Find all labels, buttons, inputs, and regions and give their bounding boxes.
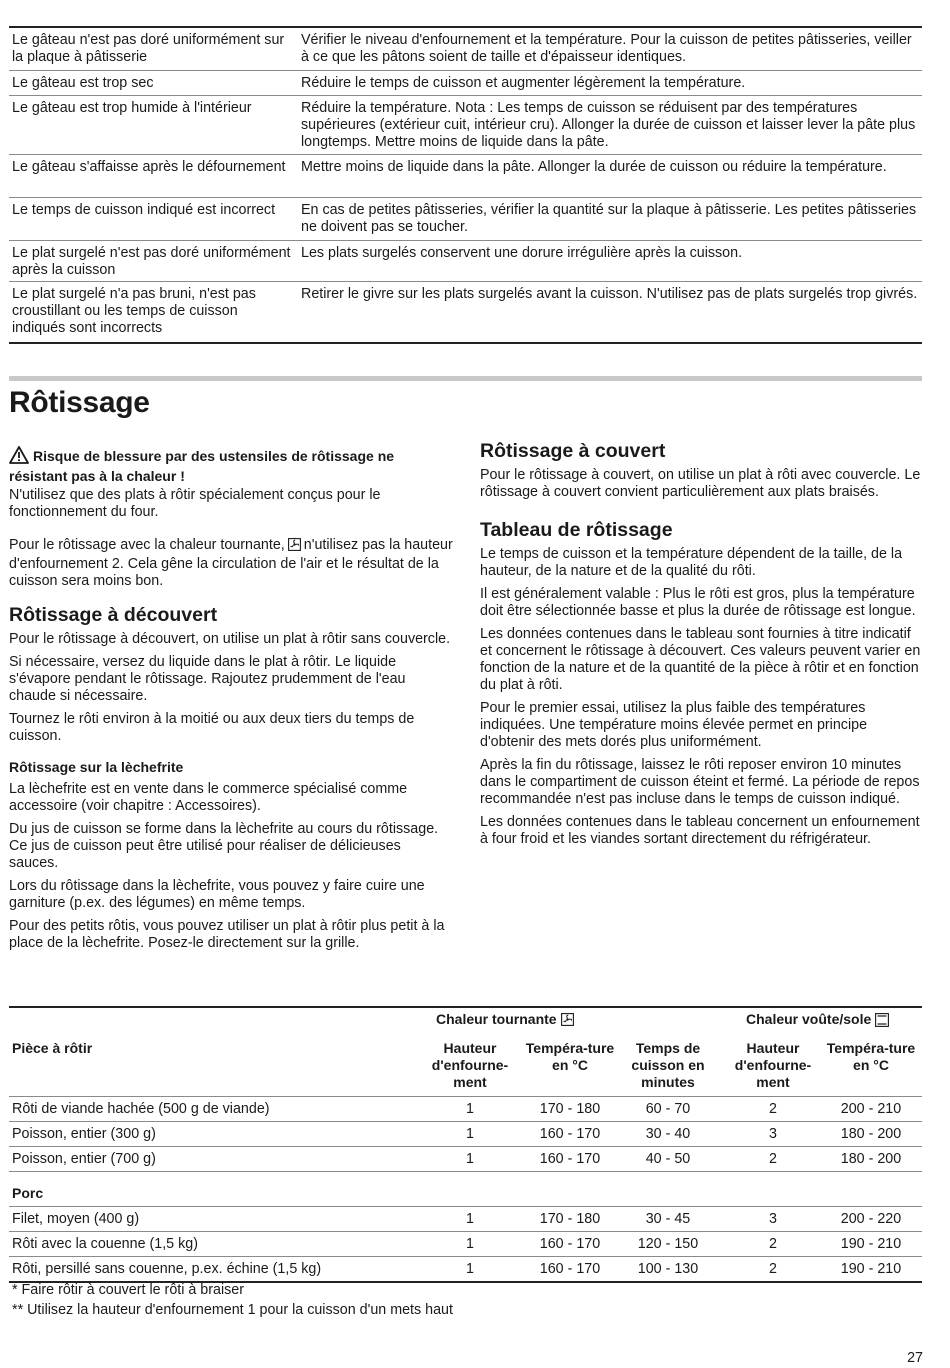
- cell-t2: 200 - 210: [840, 1101, 902, 1117]
- cell-piece: Rôti, persillé sans couenne, p.ex. échine (1,5 kg): [12, 1261, 322, 1277]
- footnote: * Faire rôtir à couvert le rôti à braiser: [12, 1282, 245, 1298]
- cell-h1: 1: [466, 1126, 474, 1142]
- warning-triangle-icon: [9, 446, 29, 468]
- convection-fan-icon: [288, 538, 301, 556]
- solution-cell: Mettre moins de liquide dans la pâte. Allonger la durée de cuisson ou réduire la température.: [301, 159, 887, 175]
- col-time: Temps de cuisson en minutes: [631, 1040, 705, 1090]
- solution-cell: Les plats surgelés conservent une dorure irrégulière après la cuisson.: [301, 245, 743, 261]
- drip-p2: Du jus de cuisson se forme dans la lèchefrite au cours du rôtissage. Ce jus de cuisson peut être utilisé pour réaliser de délicieuses sauces.: [9, 821, 439, 871]
- cell-t1: 160 - 170: [539, 1261, 601, 1277]
- cell-t1: 170 - 180: [539, 1211, 601, 1227]
- table-group-row: [9, 1172, 922, 1207]
- covered-p1: Pour le rôtissage à couvert, on utilise un plat à rôti avec couvercle. Le rôtissage à couvert convient particulièrement aux plats braisés.: [480, 467, 921, 500]
- roast-table-header: [9, 1032, 922, 1097]
- table-p4: Pour le premier essai, utilisez la plus faible des températures indiquées. Une température moins élevée permet en principe d'obtenir des mets dorés plus uniformément.: [480, 700, 868, 750]
- section-title: Rôtissage: [9, 386, 150, 419]
- cell-time: 100 - 130: [637, 1261, 699, 1277]
- uncovered-p2: Si nécessaire, versez du liquide dans le plat à rôtir. Le liquide s'évapore pendant le rôtissage. Rajoutez prudemment de l'eau chaude si nécessaire.: [9, 654, 406, 704]
- right-column: [480, 440, 922, 854]
- footnote: ** Utilisez la hauteur d'enfournement 1 pour la cuisson d'un mets haut: [12, 1302, 453, 1318]
- solution-cell: Vérifier le niveau d'enfournement et la température. Pour la cuisson de petites pâtisseries, veiller à ce que les pâtons soient de taille et d'épaisseur identiques.: [301, 32, 912, 65]
- table-row: [9, 1122, 922, 1147]
- problem-cell: Le gâteau s'affaisse après le défournement: [12, 159, 286, 175]
- table-p1: Le temps de cuisson et la température dépendent de la taille, de la hauteur, de la nature et de la qualité du rôti.: [480, 546, 903, 579]
- drip-p3: Lors du rôtissage dans la lèchefrite, vous pouvez y faire cuire une garniture (p.ex. des légumes) en même temps.: [9, 878, 425, 911]
- cell-t1: 160 - 170: [539, 1151, 601, 1167]
- drip-p1: La lèchefrite est en vente dans le commerce spécialisé comme accessoire (voir chapitre : Accessoires).: [9, 781, 408, 814]
- fan-paragraph: Pour le rôtissage avec la chaleur tournante, n'utilisez pas la hauteur d'enfournement 2. Cela gêne la circulation de l'air et le résultat de la cuisson sera moins bon.: [9, 537, 453, 589]
- solution-cell: En cas de petites pâtisseries, vérifier la quantité sur la plaque à pâtisserie. Les petites pâtisseries ne doivent pas se toucher.: [301, 202, 917, 235]
- table-p2: Il est généralement valable : Plus le rôti est gros, plus la température doit être sélectionnée basse et plus la durée de rôtissage est longue.: [480, 586, 916, 619]
- cell-h1: 1: [466, 1236, 474, 1252]
- drip-p4: Pour des petits rôtis, vous pouvez utiliser un plat à rôtir plus petit à la place de la lèchefrite. Posez-le directement sur la grille.: [9, 918, 445, 951]
- problem-cell: Le plat surgelé n'est pas doré uniformément après la cuisson: [12, 245, 291, 278]
- cell-t1: 170 - 180: [539, 1101, 601, 1117]
- cell-t2: 190 - 210: [840, 1236, 902, 1252]
- cell-h2: 2: [769, 1236, 777, 1252]
- trouble-row: [9, 71, 922, 96]
- cell-h2: 2: [769, 1101, 777, 1117]
- table-row: [9, 1232, 922, 1257]
- warning-heading: [9, 446, 454, 485]
- problem-cell: Le plat surgelé n'a pas bruni, n'est pas croustillant ou les temps de cuisson indiqués sont incorrects: [12, 286, 256, 336]
- table-row: [9, 1147, 922, 1172]
- col-temp-top-bottom: Tempéra-ture en °C: [826, 1040, 916, 1073]
- roast-table: [9, 1006, 922, 1283]
- col-height-convection: Hauteur d'enfourne-ment: [431, 1040, 509, 1090]
- solution-cell: Réduire le temps de cuisson et augmenter légèrement la température.: [301, 75, 746, 91]
- cell-h1: 1: [466, 1211, 474, 1227]
- covered-heading: Rôtissage à couvert: [480, 440, 666, 462]
- group-label: Porc: [12, 1185, 44, 1201]
- cell-piece: Rôti avec la couenne (1,5 kg): [12, 1236, 198, 1252]
- col-temp-convection: Tempéra-ture en °C: [525, 1040, 615, 1073]
- cell-t2: 190 - 210: [840, 1261, 902, 1277]
- table-p6: Les données contenues dans le tableau concernent un enfournement à four froid et les viandes sortant directement du réfrigérateur.: [480, 814, 920, 847]
- group-convection: Chaleur tournante: [436, 1011, 574, 1028]
- trouble-row: [9, 198, 922, 241]
- problem-cell: Le gâteau est trop humide à l'intérieur: [12, 100, 252, 116]
- cell-t1: 160 - 170: [539, 1236, 601, 1252]
- trouble-row: [9, 28, 922, 71]
- cell-h2: 2: [769, 1151, 777, 1167]
- cell-t2: 180 - 200: [840, 1151, 902, 1167]
- cell-time: 30 - 45: [645, 1211, 691, 1227]
- cell-piece: Filet, moyen (400 g): [12, 1211, 140, 1227]
- drip-heading: Rôtissage sur la lèchefrite: [9, 759, 184, 775]
- cell-piece: Poisson, entier (300 g): [12, 1126, 156, 1142]
- warning-text: N'utilisez que des plats à rôtir spécialement conçus pour le fonctionnement du four.: [9, 487, 381, 520]
- table-heading: Tableau de rôtissage: [480, 519, 673, 541]
- uncovered-p3: Tournez le rôti environ à la moitié ou aux deux tiers du temps de cuisson.: [9, 711, 415, 744]
- cell-t2: 180 - 200: [840, 1126, 902, 1142]
- table-row: [9, 1097, 922, 1122]
- solution-cell: Réduire la température. Nota : Les temps de cuisson se réduisent par des températures supérieures (extérieur cuit, intérieur cru). Allonger la durée de cuisson et laisser lever la pâte plus longtemps. Mettre moins de liquide dans la pâte.: [301, 100, 916, 150]
- cell-piece: Rôti de viande hachée (500 g de viande): [12, 1101, 270, 1117]
- cell-piece: Poisson, entier (700 g): [12, 1151, 156, 1167]
- col-piece: Pièce à rôtir: [12, 1040, 93, 1056]
- trouble-row: [9, 96, 922, 155]
- cell-time: 60 - 70: [645, 1101, 691, 1117]
- cell-h1: 1: [466, 1261, 474, 1277]
- warning-title: Risque de blessure par des ustensiles de rôtissage ne résistant pas à la chaleur !: [9, 448, 395, 484]
- cell-t2: 200 - 220: [840, 1211, 902, 1227]
- left-column: [9, 446, 454, 958]
- problem-cell: Le gâteau est trop sec: [12, 75, 154, 91]
- cell-h2: 3: [769, 1126, 777, 1142]
- trouble-row: [9, 241, 922, 282]
- problem-cell: Le temps de cuisson indiqué est incorrect: [12, 202, 276, 218]
- table-row: [9, 1207, 922, 1232]
- page-number: 27: [907, 1350, 923, 1366]
- troubleshooting-table: [9, 26, 922, 344]
- cell-time: 30 - 40: [645, 1126, 691, 1142]
- solution-cell: Retirer le givre sur les plats surgelés avant la cuisson. N'utilisez pas de plats surgelés trop givrés.: [301, 286, 918, 302]
- cell-t1: 160 - 170: [539, 1126, 601, 1142]
- table-p3: Les données contenues dans le tableau sont fournies à titre indicatif et concernent le rôtissage à découvert. Ces valeurs peuvent varier en fonction de la nature et de la quantité de la pièce à rôtir et en fonction du plat à rôti.: [480, 626, 921, 693]
- problem-cell: Le gâteau n'est pas doré uniformément sur la plaque à pâtisserie: [12, 32, 285, 65]
- cell-h2: 3: [769, 1211, 777, 1227]
- uncovered-p1: Pour le rôtissage à découvert, on utilise un plat à rôtir sans couvercle.: [9, 631, 451, 647]
- top-bottom-heat-icon: [875, 1013, 889, 1027]
- table-p5: Après la fin du rôtissage, laissez le rôti reposer environ 10 minutes dans le compartiment de cuisson éteint et fermé. La période de repos recommandée n'est pas incluse dans le temps de cuisson indiqué.: [480, 757, 920, 807]
- cell-time: 120 - 150: [637, 1236, 699, 1252]
- section-divider: [9, 376, 922, 381]
- table-row: [9, 1257, 922, 1283]
- uncovered-heading: Rôtissage à découvert: [9, 604, 218, 626]
- cell-h2: 2: [769, 1261, 777, 1277]
- roast-table-group-header: [9, 1008, 922, 1032]
- convection-fan-icon: [561, 1013, 574, 1026]
- cell-time: 40 - 50: [645, 1151, 691, 1167]
- group-top-bottom: Chaleur voûte/sole: [746, 1011, 889, 1028]
- cell-h1: 1: [466, 1151, 474, 1167]
- trouble-row: [9, 155, 922, 198]
- col-height-top-bottom: Hauteur d'enfourne-ment: [734, 1040, 812, 1090]
- cell-h1: 1: [466, 1101, 474, 1117]
- trouble-row: [9, 282, 922, 344]
